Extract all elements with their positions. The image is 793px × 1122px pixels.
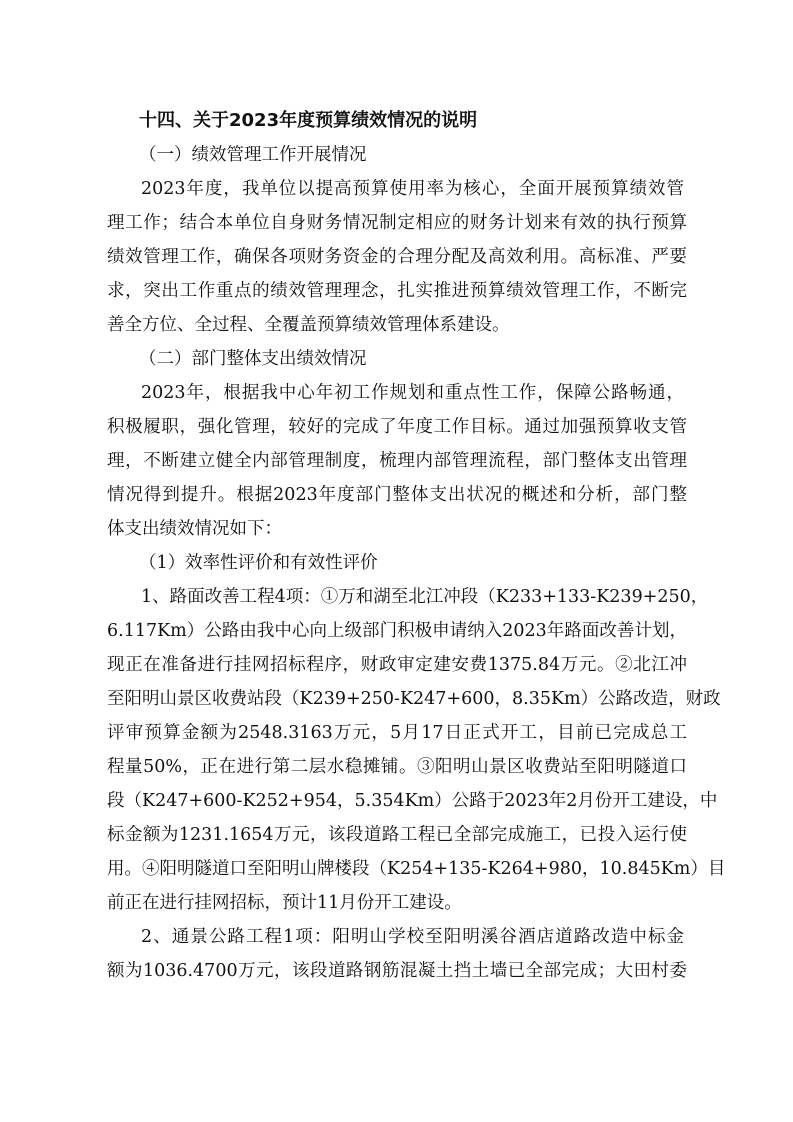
paragraph-line: 标金额为1231.1654万元，该段道路工程已全部完成施工，已投入运行使 (107, 825, 687, 845)
section-title: 十四、关于2023年度预算绩效情况的说明 (139, 110, 478, 131)
paragraph-line: 6.117Km）公路由我中心向上级部门积极申请纳入2023年路面改善计划， (107, 621, 687, 641)
paragraph-line: 2、通景公路工程1项：阳明山学校至阳明溪谷酒店道路改造中标金 (141, 927, 684, 947)
paragraph-line: 评审预算金额为2548.3163万元，5月17日正式开工，目前已完成总工 (107, 723, 687, 743)
paragraph-line: 理工作；结合本单位自身财务情况制定相应的财务计划来有效的执行预算 (107, 213, 687, 233)
paragraph-line: 绩效管理工作，确保各项财务资金的合理分配及高效利用。高标准、严要 (107, 247, 687, 267)
paragraph-line: 2023年，根据我中心年初工作规划和重点性工作，保障公路畅通， (141, 383, 684, 403)
paragraph-line: 求，突出工作重点的绩效管理理念，扎实推进预算绩效管理工作，不断完 (107, 281, 687, 301)
paragraph-line: 善全方位、全过程、全覆盖预算绩效管理体系建设。 (107, 315, 510, 335)
paragraph-line: 2023年度，我单位以提高预算使用率为核心，全面开展预算绩效管 (141, 179, 684, 199)
paragraph-line: 用。④阳明隧道口至阳明山牌楼段（K254+135-K264+980，10.845Km）目 (107, 859, 726, 879)
paragraph-line: 至阳明山景区收费站段（K239+250-K247+600，8.35Km）公路改造，财政 (107, 689, 721, 709)
item-title-efficiency-evaluation: （1）效率性评价和有效性评价 (139, 553, 378, 573)
paragraph-line: 情况得到提升。根据2023年度部门整体支出状况的概述和分析，部门整 (107, 485, 687, 505)
paragraph-line: 体支出绩效情况如下： (107, 519, 282, 539)
paragraph-line: 1、路面改善工程4项：①万和湖至北江冲段（K233+133-K239+250， (141, 587, 709, 607)
paragraph-line: 程量50%，正在进行第二层水稳摊铺。③阳明山景区收费站至阳明隧道口 (107, 757, 687, 777)
subsection-title-performance-management: （一）绩效管理工作开展情况 (139, 145, 367, 165)
paragraph-line: 段（K247+600-K252+954，5.354Km）公路于2023年2月份开工建设，中 (107, 791, 718, 811)
paragraph-line: 额为1036.4700万元，该段道路钢筋混凝土挡土墙已全部完成；大田村委 (107, 961, 687, 981)
subsection-title-department-expenditure: （二）部门整体支出绩效情况 (139, 349, 367, 369)
paragraph-line: 积极履职，强化管理，较好的完成了年度工作目标。通过加强预算收支管 (107, 417, 687, 437)
paragraph-line: 现正在准备进行挂网招标程序，财政审定建安费1375.84万元。②北江冲 (107, 655, 687, 675)
paragraph-line: 前正在进行挂网招标，预计11月份开工建设。 (107, 893, 462, 913)
paragraph-line: 理，不断建立健全内部管理制度，梳理内部管理流程，部门整体支出管理 (107, 451, 687, 471)
